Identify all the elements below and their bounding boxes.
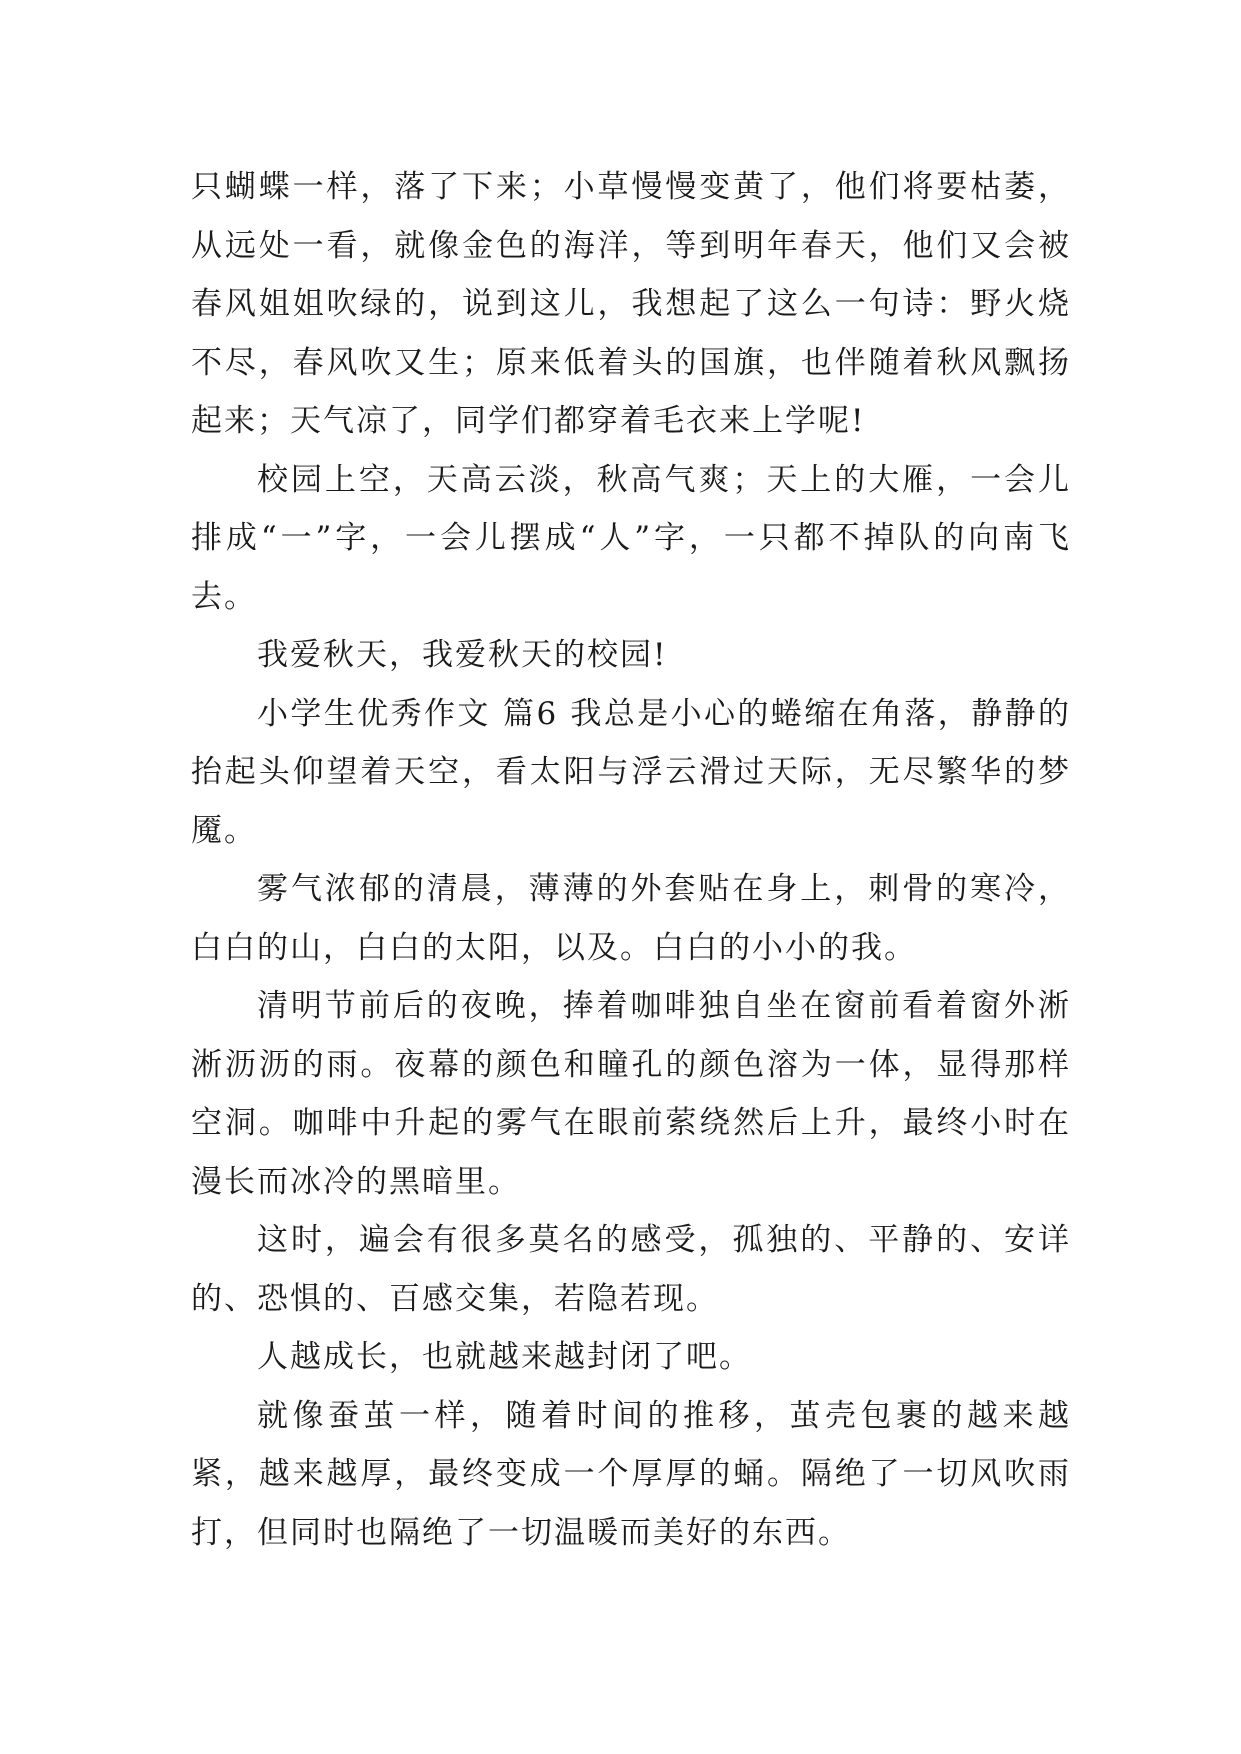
essay-body <box>191 158 1071 1562</box>
paragraph-essay-6-start: 小学生优秀作文 篇6 我总是小心的蜷缩在角落，静静的抬起头仰望着天空，看太阳与浮云滑过天际，无尽繁华的梦魇。 <box>191 695 1071 849</box>
paragraph-qingming-night: 清明节前后的夜晚，捧着咖啡独自坐在窗前看着窗外淅淅沥沥的雨。夜幕的颜色和瞳孔的颜色溶为一体，显得那样空洞。咖啡中升起的雾气在眼前萦绕然后上升，最终小时在漫长而冰冷的黑暗里。 <box>191 988 1071 1200</box>
paragraph-feelings: 这时，遍会有很多莫名的感受，孤独的、平静的、安详的、恐惧的、百感交集，若隐若现。 <box>191 1222 1071 1317</box>
paragraph-growing-up: 人越成长，也就越来越封闭了吧。 <box>257 1339 752 1375</box>
paragraph-cocoon: 就像蚕茧一样，随着时间的推移，茧壳包裹的越来越紧，越来越厚，最终变成一个厚厚的蛹。隔绝了一切风吹雨打，但同时也隔绝了一切温暖而美好的东西。 <box>191 1397 1071 1551</box>
paragraph-continued: 只蝴蝶一样，落了下来；小草慢慢变黄了，他们将要枯萎，从远处一看，就像金色的海洋，等到明年春天，他们又会被春风姐姐吹绿的，说到这儿，我想起了这么一句诗：野火烧不尽，春风吹又生；原来低着头的国旗，也伴随着秋风飘扬起来；天气凉了，同学们都穿着毛衣来上学呢! <box>191 169 1071 439</box>
paragraph-foggy-morning: 雾气浓郁的清晨，薄薄的外套贴在身上，刺骨的寒冷，白白的山，白白的太阳，以及。白白的小小的我。 <box>191 871 1071 966</box>
paragraph-campus-sky: 校园上空，天高云淡，秋高气爽；天上的大雁，一会儿排成“一”字，一会儿摆成“人”字，一只都不掉队的向南飞去。 <box>191 461 1071 615</box>
paragraph-love-autumn: 我爱秋天，我爱秋天的校园! <box>257 637 668 673</box>
